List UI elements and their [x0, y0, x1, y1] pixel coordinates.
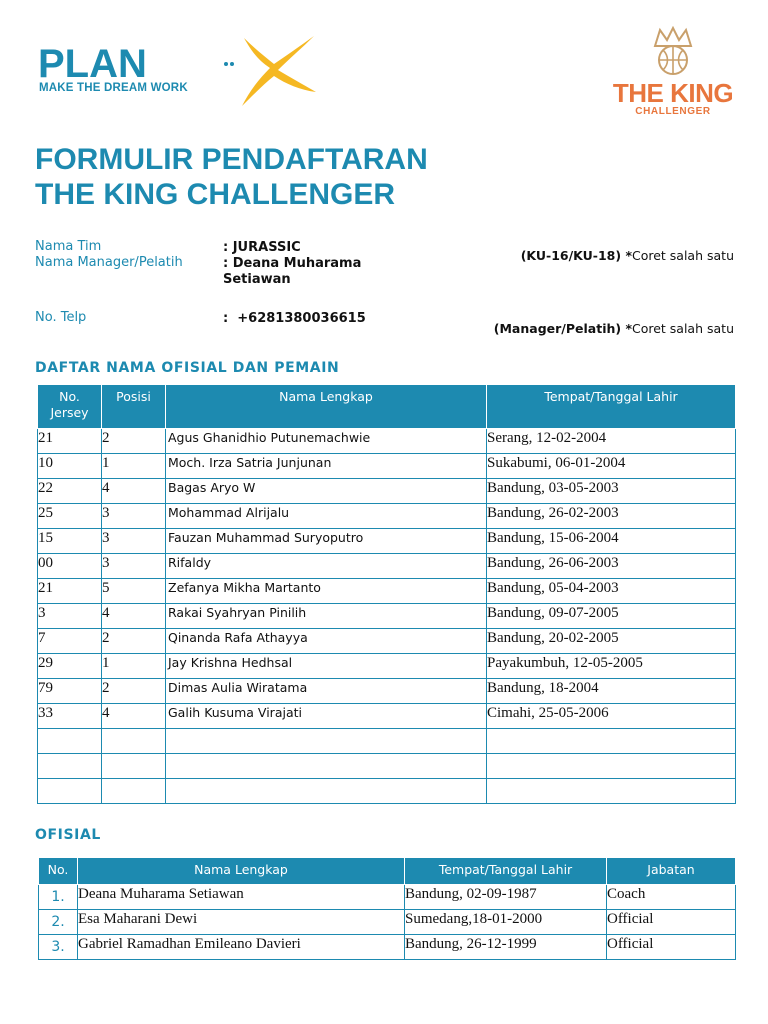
official-number-cell: 3.: [39, 935, 78, 960]
header-position: Posisi: [102, 385, 166, 429]
player-name-cell: Rakai Syahryan Pinilih: [166, 604, 487, 629]
table-row: [38, 504, 736, 529]
birth-place-date-cell: Bandung, 26-06-2003: [487, 554, 736, 579]
player-name-cell: Bagas Aryo W: [166, 479, 487, 504]
category-note: [521, 248, 734, 263]
jersey-number-cell: 21: [38, 579, 102, 604]
planx-x-icon: [204, 34, 324, 108]
official-name-cell: Esa Maharani Dewi: [78, 910, 405, 935]
official-role-cell: Coach: [607, 885, 736, 910]
player-name-cell: Galih Kusuma Virajati: [166, 704, 487, 729]
birth-place-date-cell: Bandung, 20-02-2005: [487, 629, 736, 654]
player-name-cell: Dimas Aulia Wiratama: [166, 679, 487, 704]
position-cell: 5: [102, 579, 166, 604]
role-options: (Manager/Pelatih) *: [493, 321, 632, 336]
jersey-number-cell: 22: [38, 479, 102, 504]
phone-separator: :: [223, 311, 229, 326]
players-section-heading: DAFTAR NAMA OFISIAL DAN PEMAIN: [35, 360, 340, 376]
empty-cell: [487, 729, 736, 754]
player-name-cell: Rifaldy: [166, 554, 487, 579]
header-birth: Tempat/Tanggal Lahir: [487, 385, 736, 429]
empty-table-row: [38, 754, 736, 779]
manager-label: Nama Manager/Pelatih: [35, 255, 183, 270]
position-cell: 4: [102, 704, 166, 729]
player-name-cell: Qinanda Rafa Athayya: [166, 629, 487, 654]
planx-tagline: MAKE THE DREAM WORK: [39, 82, 188, 94]
official-birth-cell: Bandung, 26-12-1999: [405, 935, 607, 960]
birth-place-date-cell: Payakumbuh, 12-05-2005: [487, 654, 736, 679]
empty-cell: [102, 729, 166, 754]
title-line-1: FORMULIR PENDAFTARAN: [35, 143, 428, 176]
role-note-text: Coret salah satu: [631, 321, 734, 336]
official-birth-cell: Bandung, 02-09-1987: [405, 885, 607, 910]
officials-table: [38, 857, 736, 960]
empty-cell: [487, 754, 736, 779]
player-name-cell: Fauzan Muhammad Suryoputro: [166, 529, 487, 554]
position-cell: 2: [102, 679, 166, 704]
empty-cell: [102, 779, 166, 804]
birth-place-date-cell: Bandung, 18-2004: [487, 679, 736, 704]
header-jersey: [38, 385, 102, 429]
header-jersey-line-2: Jersey: [50, 405, 89, 420]
birth-place-date-cell: Serang, 12-02-2004: [487, 429, 736, 454]
manager-value-line-2: Setiawan: [223, 272, 291, 287]
the-king-logo: [606, 26, 740, 120]
position-cell: 2: [102, 429, 166, 454]
official-number-cell: 2.: [39, 910, 78, 935]
empty-table-row: [38, 729, 736, 754]
official-name-cell: Gabriel Ramadhan Emileano Davieri: [78, 935, 405, 960]
empty-cell: [102, 754, 166, 779]
officials-table-header: [39, 858, 736, 885]
player-name-cell: Zefanya Mikha Martanto: [166, 579, 487, 604]
position-cell: 3: [102, 504, 166, 529]
birth-place-date-cell: Cimahi, 25-05-2006: [487, 704, 736, 729]
player-name-cell: Jay Krishna Hedhsal: [166, 654, 487, 679]
header-official-no: No.: [39, 858, 78, 885]
category-note-text: Coret salah satu: [631, 248, 734, 263]
phone-value: [223, 311, 366, 327]
table-row: [39, 910, 736, 935]
table-row: [38, 429, 736, 454]
position-cell: 1: [102, 654, 166, 679]
player-name-cell: Agus Ghanidhio Putunemachwie: [166, 429, 487, 454]
table-row: [38, 604, 736, 629]
position-cell: 4: [102, 479, 166, 504]
role-note: [494, 321, 734, 336]
king-logo-title: THE KING: [612, 78, 734, 108]
table-row: [38, 629, 736, 654]
position-cell: 2: [102, 629, 166, 654]
header-official-name: Nama Lengkap: [78, 858, 405, 885]
jersey-number-cell: 33: [38, 704, 102, 729]
jersey-number-cell: 15: [38, 529, 102, 554]
empty-cell: [38, 779, 102, 804]
empty-cell: [487, 779, 736, 804]
official-number-cell: 1.: [39, 885, 78, 910]
official-role-cell: Official: [607, 910, 736, 935]
table-row: [38, 529, 736, 554]
jersey-number-cell: 79: [38, 679, 102, 704]
jersey-number-cell: 10: [38, 454, 102, 479]
position-cell: 3: [102, 529, 166, 554]
king-logo-subtitle: CHALLENGER: [635, 106, 711, 117]
birth-place-date-cell: Bandung, 05-04-2003: [487, 579, 736, 604]
phone-label: No. Telp: [35, 310, 87, 325]
category-options: (KU-16/KU-18) *: [520, 248, 632, 263]
planx-wordmark: PLAN: [38, 42, 147, 86]
table-row: [38, 654, 736, 679]
officials-table-body: [39, 885, 736, 960]
crown-basketball-icon: [650, 26, 696, 78]
birth-place-date-cell: Bandung, 09-07-2005: [487, 604, 736, 629]
jersey-number-cell: 00: [38, 554, 102, 579]
table-row: [38, 479, 736, 504]
position-cell: 4: [102, 604, 166, 629]
empty-cell: [38, 729, 102, 754]
jersey-number-cell: 21: [38, 429, 102, 454]
player-name-cell: Mohammad Alrijalu: [166, 504, 487, 529]
jersey-number-cell: 29: [38, 654, 102, 679]
jersey-number-cell: 3: [38, 604, 102, 629]
table-row: [38, 454, 736, 479]
table-row: [39, 935, 736, 960]
header-official-birth: Tempat/Tanggal Lahir: [405, 858, 607, 885]
officials-section-heading: OFISIAL: [35, 827, 101, 843]
official-birth-cell: Sumedang,18-01-2000: [405, 910, 607, 935]
jersey-number-cell: 25: [38, 504, 102, 529]
table-row: [38, 704, 736, 729]
phone-number: +6281380036615: [237, 311, 366, 326]
empty-table-row: [38, 779, 736, 804]
table-row: [38, 554, 736, 579]
empty-cell: [166, 779, 487, 804]
header-official-role: Jabatan: [607, 858, 736, 885]
manager-value: [223, 256, 361, 288]
players-table-body: [38, 429, 736, 804]
birth-place-date-cell: Sukabumi, 06-01-2004: [487, 454, 736, 479]
players-table-header: [38, 385, 736, 429]
jersey-number-cell: 7: [38, 629, 102, 654]
table-row: [38, 579, 736, 604]
player-name-cell: Moch. Irza Satria Junjunan: [166, 454, 487, 479]
header-full-name: Nama Lengkap: [166, 385, 487, 429]
birth-place-date-cell: Bandung, 03-05-2003: [487, 479, 736, 504]
official-name-cell: Deana Muharama Setiawan: [78, 885, 405, 910]
empty-cell: [166, 729, 487, 754]
header-jersey-line-1: No.: [59, 389, 80, 404]
position-cell: 1: [102, 454, 166, 479]
players-table: [37, 384, 736, 804]
team-name-label: Nama Tim: [35, 239, 102, 254]
birth-place-date-cell: Bandung, 26-02-2003: [487, 504, 736, 529]
position-cell: 3: [102, 554, 166, 579]
page-title: [35, 142, 428, 212]
empty-cell: [166, 754, 487, 779]
official-role-cell: Official: [607, 935, 736, 960]
table-row: [38, 679, 736, 704]
empty-cell: [38, 754, 102, 779]
title-line-2: THE KING CHALLENGER: [35, 178, 395, 211]
birth-place-date-cell: Bandung, 15-06-2004: [487, 529, 736, 554]
planx-logo: [38, 34, 298, 112]
table-row: [39, 885, 736, 910]
team-name-value: : JURASSIC: [223, 240, 301, 255]
manager-value-line-1: : Deana Muharama: [223, 256, 362, 271]
